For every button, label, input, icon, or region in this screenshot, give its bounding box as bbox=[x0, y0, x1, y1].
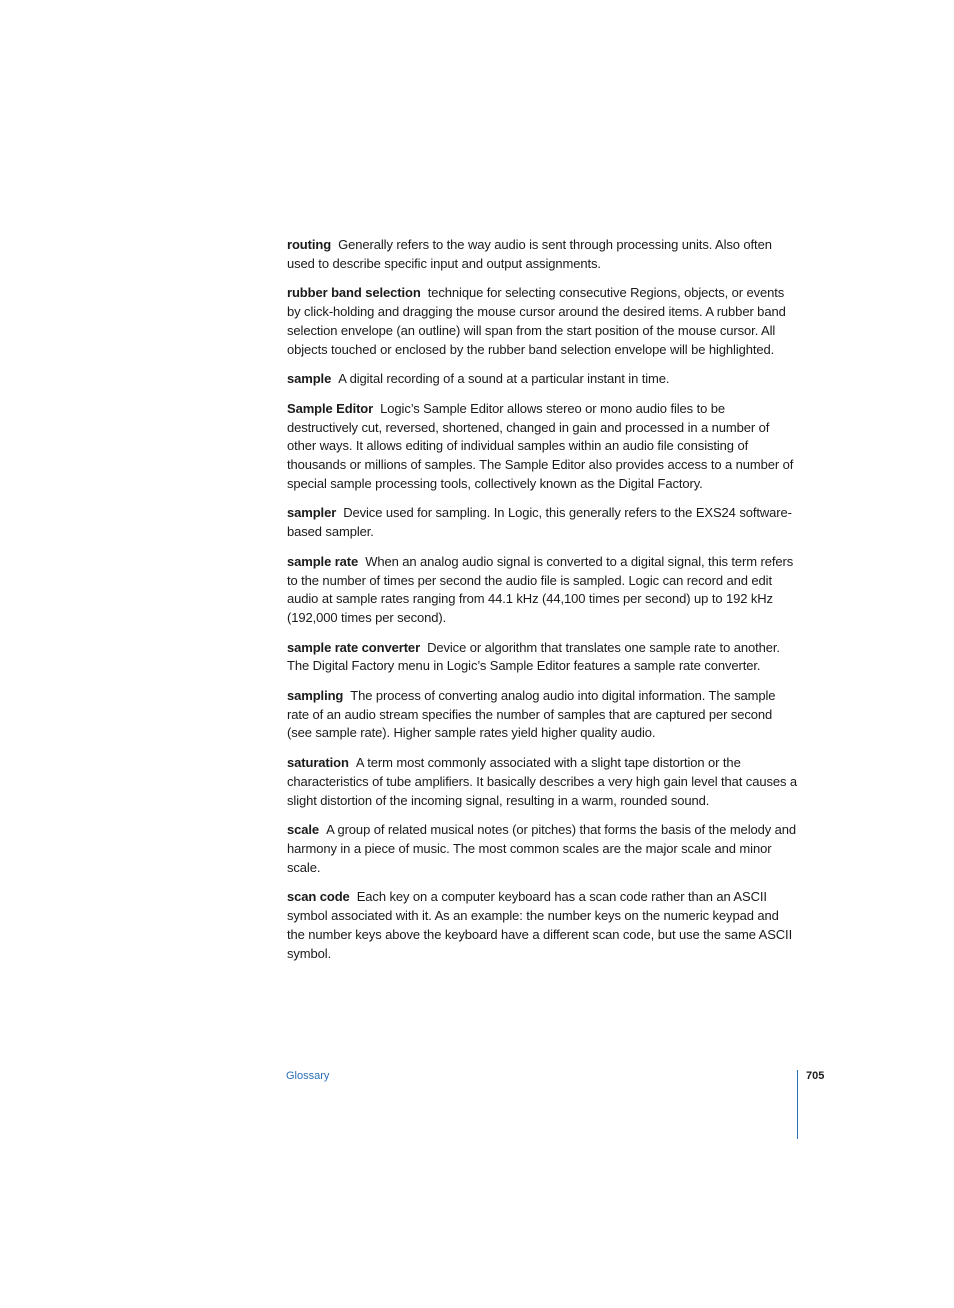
glossary-entry-routing bbox=[287, 236, 799, 273]
glossary-entry-saturation bbox=[287, 754, 799, 810]
definition: Device used for sampling. In Logic, this generally refers to the EXS24 software-based sampler. bbox=[287, 505, 792, 540]
glossary-entry-sampling bbox=[287, 687, 799, 743]
term: sample rate bbox=[287, 553, 359, 569]
term: sample rate converter bbox=[287, 639, 421, 655]
footer-divider bbox=[797, 1070, 798, 1139]
definition: A group of related musical notes (or pitches) that forms the basis of the melody and harmony in a piece of music. The most common scales are the major scale and minor scale. bbox=[287, 822, 797, 875]
definition: A term most commonly associated with a slight tape distortion or the characteristics of tube amplifiers. It basically describes a very high gain level that causes a slight distortion of the incoming signal, resulting in a warm, rounded sound. bbox=[287, 755, 798, 808]
definition: technique for selecting consecutive Regions, objects, or events by click-holding and dragging the mouse cursor around the desired items. A rubber band selection envelope (an outline) will span from the start position of the mouse cursor. All objects touched or enclosed by the rubber band selection envelope will be highlighted. bbox=[287, 285, 786, 357]
definition: The process of converting analog audio into digital information. The sample rate of an audio stream specifies the number of samples that are captured per second (see sample rate). Higher sample rates yield higher quality audio. bbox=[287, 688, 776, 741]
glossary-entry-sample-rate bbox=[287, 553, 799, 628]
page-number: 705 bbox=[806, 1070, 825, 1082]
definition: Device or algorithm that translates one sample rate to another. The Digital Factory menu in Logic’s Sample Editor features a sample rate converter. bbox=[287, 639, 780, 674]
definition: When an analog audio signal is converted to a digital signal, this term refers to the number of times per second the audio file is sampled. Logic can record and edit audio at sample rates ranging from 44.1 kHz (44,100 times per second) up to 192 kHz (192,000 times per second). bbox=[287, 553, 794, 625]
term: rubber band selection bbox=[287, 285, 421, 301]
definition: Generally refers to the way audio is sent through processing units. Also often used to describe specific input and output assignments. bbox=[287, 237, 772, 271]
term: sampling bbox=[287, 688, 344, 704]
glossary-entry-sample bbox=[287, 370, 799, 389]
term: scale bbox=[287, 822, 320, 838]
glossary-entry-sample-editor bbox=[287, 400, 799, 494]
term: scan code bbox=[287, 889, 350, 905]
glossary-entry-scale bbox=[287, 821, 799, 877]
term: saturation bbox=[287, 755, 349, 771]
definition: Each key on a computer keyboard has a scan code rather than an ASCII symbol associated with it. As an example: the number keys on the numeric keypad and the number keys above the keyboard have a different scan code, but use the same ASCII symbol. bbox=[287, 889, 793, 961]
glossary-entry-sampler bbox=[287, 504, 799, 541]
term: routing bbox=[287, 237, 332, 252]
footer-section-title: Glossary bbox=[286, 1070, 330, 1082]
glossary-list bbox=[287, 236, 799, 974]
term: sample bbox=[287, 371, 332, 387]
glossary-entry-scan-code bbox=[287, 888, 799, 963]
term: sampler bbox=[287, 505, 337, 521]
glossary-entry-sample-rate-converter bbox=[287, 639, 799, 676]
definition: Logic’s Sample Editor allows stereo or mono audio files to be destructively cut, reversed, shortened, changed in gain and processed in a number of other ways. It allows editing of individual samples within an audio file consisting of thousands or millions of samples. The Sample Editor also provides access to a number of special sample processing tools, collectively known as the Digital Factory. bbox=[287, 400, 794, 491]
term: Sample Editor bbox=[287, 400, 374, 416]
glossary-entry-rubber-band-selection bbox=[287, 284, 799, 359]
definition: A digital recording of a sound at a particular instant in time. bbox=[338, 371, 670, 387]
